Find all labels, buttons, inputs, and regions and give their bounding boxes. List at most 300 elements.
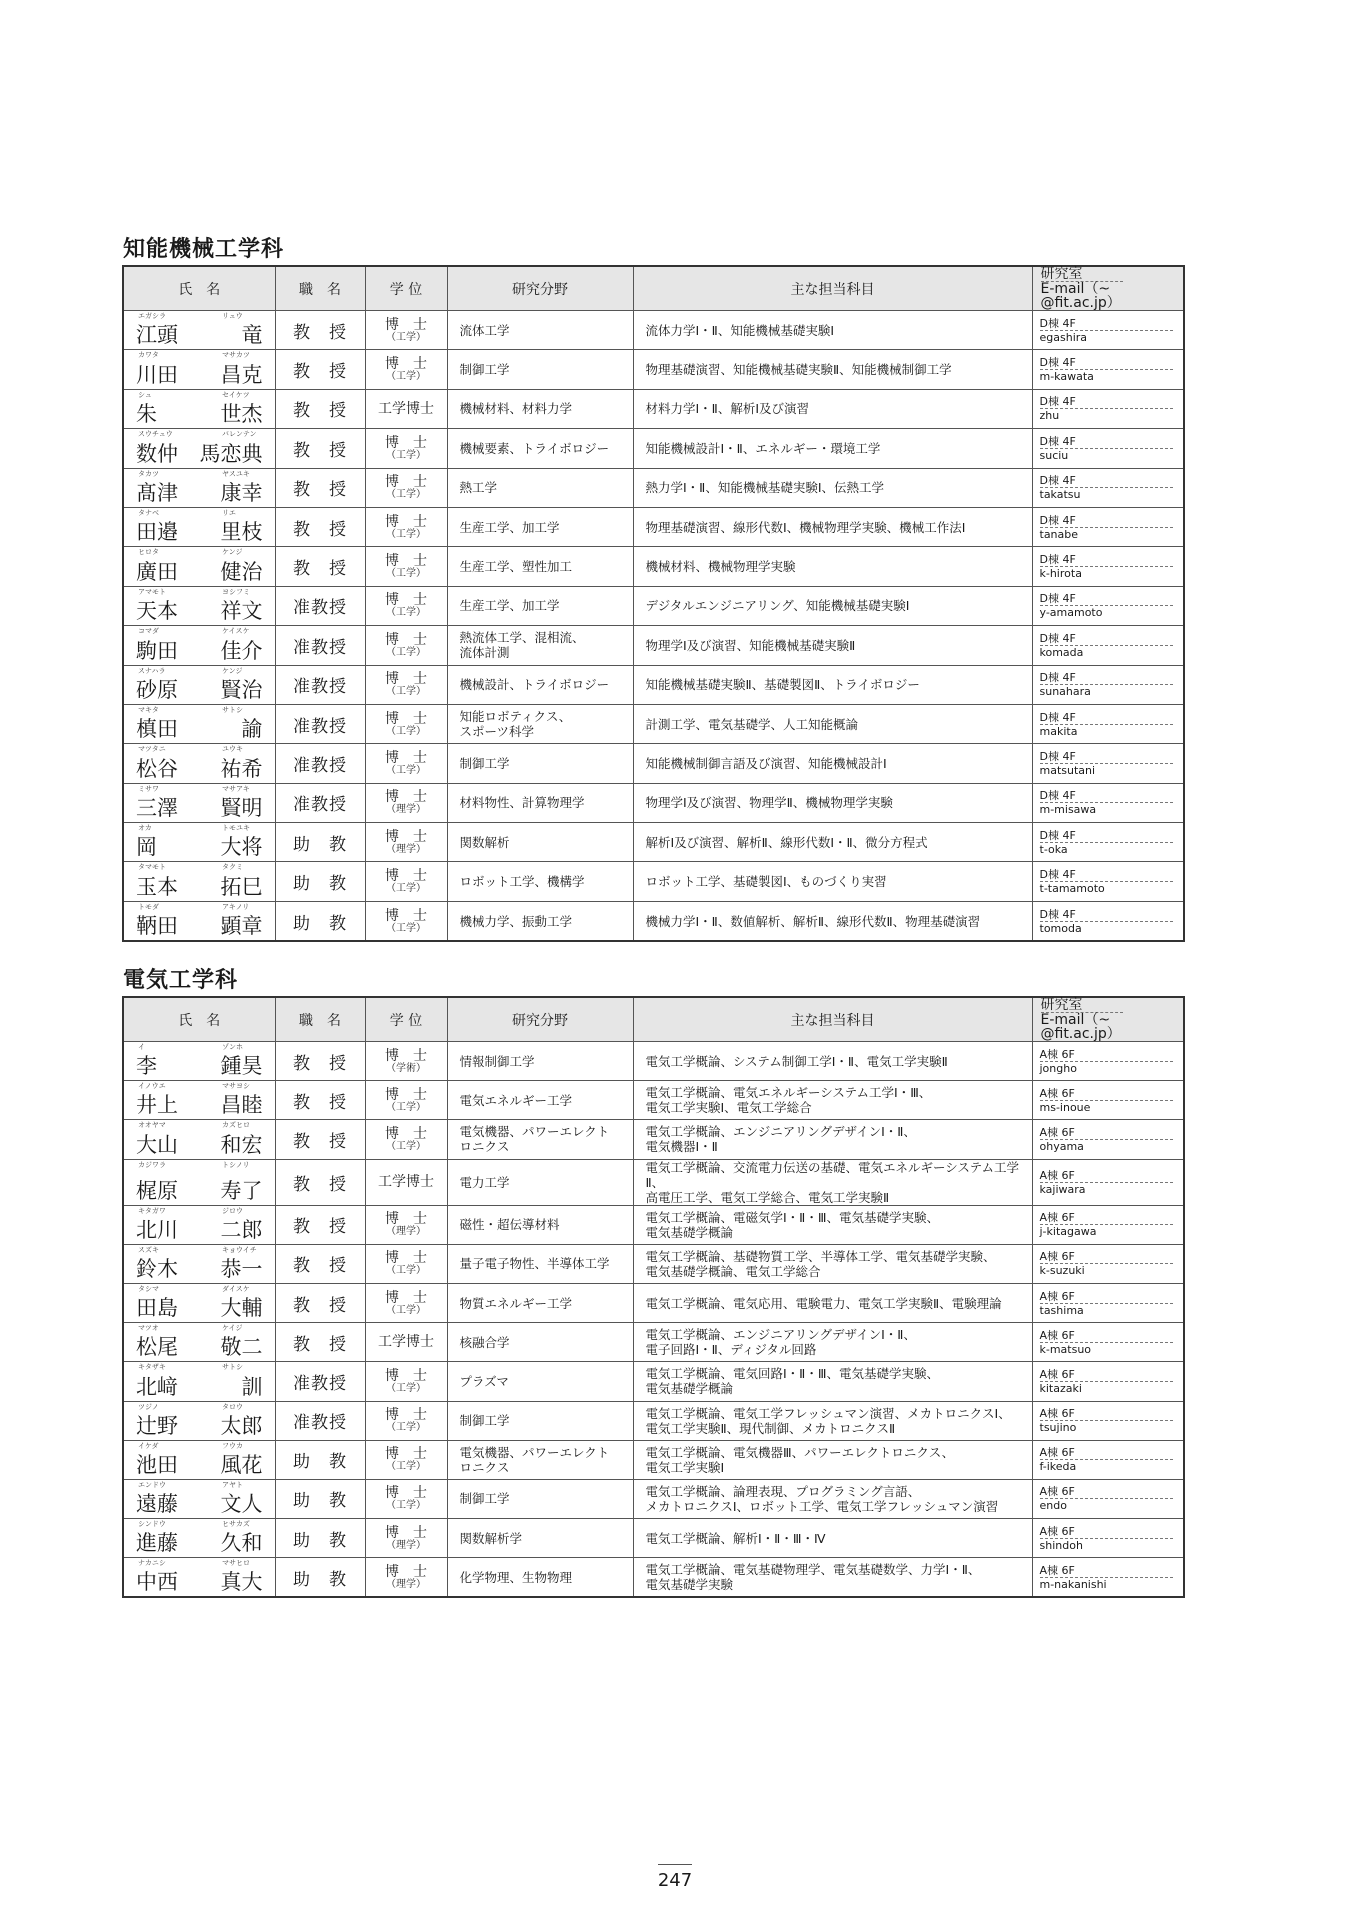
surname-furigana: マツタニ <box>138 745 166 754</box>
job-title: 助 教 <box>275 862 365 901</box>
given-name: 大輔 <box>220 1296 263 1321</box>
surname: 槙田 <box>136 717 178 742</box>
degree: 博 士 <box>385 1289 427 1306</box>
main-subjects: 機械力学Ⅰ・Ⅱ、数値解析、解析Ⅱ、線形代数Ⅱ、物理基礎演習 <box>633 901 1032 941</box>
job-title: 助 教 <box>275 901 365 941</box>
research-field: プラズマ <box>447 1362 633 1401</box>
degree-cell <box>365 468 447 507</box>
degree-field: （工学） <box>386 371 426 383</box>
given-name-furigana: タロウ <box>222 1402 243 1411</box>
lab-room: D棟 4F <box>1040 829 1174 843</box>
degree: 博 士 <box>385 316 427 333</box>
job-title: 准教授 <box>275 1401 365 1440</box>
email-id: f-ikeda <box>1039 1460 1077 1474</box>
email-id: m-kawata <box>1039 370 1094 384</box>
lab-room: D棟 4F <box>1040 908 1174 922</box>
degree-cell <box>365 626 447 665</box>
faculty-table-mechanical <box>122 265 1185 942</box>
degree-cell <box>365 1042 447 1081</box>
name-cell <box>123 862 275 901</box>
given-name-furigana: マサアキ <box>222 784 250 793</box>
lab-room: A棟 6F <box>1040 1290 1174 1304</box>
lab-room: A棟 6F <box>1040 1485 1174 1499</box>
lab-room: A棟 6F <box>1040 1407 1174 1421</box>
surname-furigana: シンドウ <box>138 1520 166 1529</box>
degree: 博 士 <box>385 474 427 491</box>
degree-field: （工学） <box>386 1461 426 1473</box>
research-field: 電力工学 <box>447 1159 633 1205</box>
main-subjects: 知能機械基礎実験Ⅱ、基礎製図Ⅱ、トライボロジー <box>633 665 1032 704</box>
main-subjects: 電気工学概論、基礎物質工学、半導体工学、電気基礎学実験、 電気基礎学概論、電気工学総合 <box>633 1244 1032 1283</box>
surname: 井上 <box>136 1093 178 1118</box>
degree-cell <box>365 1323 447 1362</box>
degree-cell <box>365 1120 447 1159</box>
given-name-furigana: ケイスケ <box>222 627 250 636</box>
header-room-label: 研究室 <box>1041 267 1123 282</box>
job-title: 教 授 <box>275 1120 365 1159</box>
table-row <box>123 1362 1184 1401</box>
table-row <box>123 1205 1184 1244</box>
main-subjects: 知能機械設計Ⅰ・Ⅱ、エネルギー・環境工学 <box>633 429 1032 468</box>
job-title: 教 授 <box>275 1323 365 1362</box>
degree-field: （工学） <box>386 1500 426 1512</box>
degree-field: （工学） <box>386 1265 426 1277</box>
table-row <box>123 1283 1184 1322</box>
lab-room: D棟 4F <box>1040 395 1174 409</box>
table-row <box>123 350 1184 389</box>
given-name-furigana: ジロウ <box>222 1206 243 1215</box>
surname: 川田 <box>136 362 178 387</box>
surname: 砂原 <box>136 677 178 702</box>
main-subjects: デジタルエンジニアリング、知能機械基礎実験Ⅰ <box>633 586 1032 625</box>
email-id: k-matsuo <box>1039 1342 1092 1356</box>
surname-furigana: カジワラ <box>138 1160 166 1169</box>
table-row <box>123 1120 1184 1159</box>
research-field: 機械力学、振動工学 <box>447 901 633 941</box>
research-field: 情報制御工学 <box>447 1042 633 1081</box>
lab-room: D棟 4F <box>1040 317 1174 331</box>
room-email-cell <box>1032 1323 1184 1362</box>
research-field: 熱工学 <box>447 468 633 507</box>
table-row <box>123 586 1184 625</box>
research-field: 制御工学 <box>447 350 633 389</box>
name-cell <box>123 350 275 389</box>
name-cell <box>123 823 275 862</box>
header-subjects: 主な担当科目 <box>633 997 1032 1042</box>
name-cell <box>123 1244 275 1283</box>
job-title: 准教授 <box>275 626 365 665</box>
surname-furigana: キタガワ <box>138 1206 166 1215</box>
research-field: 生産工学、塑性加工 <box>447 547 633 586</box>
surname-furigana: コマダ <box>138 627 159 636</box>
email-id: tsujino <box>1039 1421 1077 1435</box>
table-row <box>123 429 1184 468</box>
room-email-cell <box>1032 1519 1184 1558</box>
room-email-cell <box>1032 1479 1184 1518</box>
given-name: 里枝 <box>220 520 263 545</box>
given-name-furigana: ケンジ <box>222 548 243 557</box>
research-field: 制御工学 <box>447 1401 633 1440</box>
degree-cell <box>365 429 447 468</box>
faculty-table-electrical <box>122 996 1185 1598</box>
research-field: 機械設計、トライボロジー <box>447 665 633 704</box>
given-name: 賢明 <box>220 796 263 821</box>
degree-field: （工学） <box>386 1140 426 1152</box>
surname: 江頭 <box>136 323 178 348</box>
degree-cell <box>365 1283 447 1322</box>
given-name: 昌克 <box>220 362 263 387</box>
degree-field: （工学） <box>386 1382 426 1394</box>
header-degree: 学 位 <box>365 266 447 311</box>
room-email-cell <box>1032 586 1184 625</box>
table-row <box>123 862 1184 901</box>
surname: 三澤 <box>136 796 178 821</box>
degree-field: （工学） <box>386 489 426 501</box>
name-cell <box>123 1440 275 1479</box>
room-email-cell <box>1032 547 1184 586</box>
degree: 博 士 <box>385 710 427 727</box>
surname-furigana: タマモト <box>138 863 166 872</box>
surname-furigana: ヒロタ <box>138 548 159 557</box>
lab-room: D棟 4F <box>1040 592 1174 606</box>
page-number-rule <box>658 1864 692 1865</box>
degree: 博 士 <box>385 592 427 609</box>
email-id: ms-inoue <box>1039 1100 1091 1114</box>
room-email-cell <box>1032 350 1184 389</box>
surname-furigana: ミサワ <box>138 784 159 793</box>
main-subjects: 解析Ⅰ及び演習、解析Ⅱ、線形代数Ⅰ・Ⅱ、微分方程式 <box>633 823 1032 862</box>
research-field: 関数解析 <box>447 823 633 862</box>
job-title: 教 授 <box>275 1283 365 1322</box>
degree-field: （学術） <box>386 1062 426 1074</box>
name-cell <box>123 744 275 783</box>
surname-furigana: マツオ <box>138 1324 159 1333</box>
surname: 田島 <box>136 1296 178 1321</box>
surname: 進藤 <box>136 1531 178 1556</box>
degree-field: （理学） <box>386 843 426 855</box>
degree-cell <box>365 1159 447 1205</box>
degree-cell <box>365 1440 447 1479</box>
lab-room: A棟 6F <box>1040 1564 1174 1578</box>
research-field: 電気エネルギー工学 <box>447 1081 633 1120</box>
given-name: 大将 <box>220 835 263 860</box>
surname-furigana: イ <box>138 1043 145 1051</box>
name-cell <box>123 1120 275 1159</box>
surname: 梶原 <box>136 1178 178 1203</box>
job-title: 教 授 <box>275 1159 365 1205</box>
lab-room: D棟 4F <box>1040 671 1174 685</box>
name-cell <box>123 586 275 625</box>
main-subjects: 材料力学Ⅰ・Ⅱ、解析Ⅰ及び演習 <box>633 389 1032 428</box>
degree-field: （工学） <box>386 528 426 540</box>
given-name: 竜 <box>241 323 263 348</box>
main-subjects: 熱力学Ⅰ・Ⅱ、知能機械基礎実験Ⅰ、伝熱工学 <box>633 468 1032 507</box>
given-name: 風花 <box>220 1452 263 1477</box>
room-email-cell <box>1032 862 1184 901</box>
name-cell <box>123 901 275 941</box>
given-name-furigana: リュウ <box>222 312 243 320</box>
table-row <box>123 1558 1184 1598</box>
degree: 博 士 <box>385 1563 427 1580</box>
degree-cell <box>365 350 447 389</box>
email-id: m-nakanishi <box>1039 1577 1107 1591</box>
research-field: 化学物理、生物物理 <box>447 1558 633 1598</box>
job-title: 准教授 <box>275 783 365 822</box>
lab-room: A棟 6F <box>1040 1048 1174 1062</box>
job-title: 助 教 <box>275 1558 365 1598</box>
research-field: 量子電子物性、半導体工学 <box>447 1244 633 1283</box>
given-name: 健治 <box>220 559 263 584</box>
name-cell <box>123 704 275 743</box>
name-cell <box>123 1081 275 1120</box>
job-title: 助 教 <box>275 1440 365 1479</box>
job-title: 准教授 <box>275 586 365 625</box>
degree: 博 士 <box>385 1524 427 1541</box>
email-id: k-suzuki <box>1039 1264 1085 1278</box>
surname-furigana: オオヤマ <box>138 1121 166 1130</box>
given-name: 真大 <box>220 1570 263 1595</box>
degree-cell <box>365 547 447 586</box>
degree-field: （理学） <box>386 1226 426 1238</box>
degree-field: （工学） <box>386 883 426 895</box>
room-email-cell <box>1032 901 1184 941</box>
email-id: endo <box>1039 1499 1067 1513</box>
surname-furigana: シュ <box>138 390 152 399</box>
surname: 髙津 <box>136 480 178 505</box>
degree-field: （理学） <box>386 804 426 816</box>
given-name-furigana: マサヒロ <box>222 1559 250 1568</box>
lab-room: D棟 4F <box>1040 632 1174 646</box>
surname: 数仲 <box>136 441 178 466</box>
degree-field: （理学） <box>386 1539 426 1551</box>
degree-field: （工学） <box>386 686 426 698</box>
surname-furigana: ナカニシ <box>138 1559 166 1568</box>
given-name: 太郎 <box>220 1413 263 1438</box>
surname-furigana: イノウエ <box>138 1082 166 1091</box>
research-field: 知能ロボティクス、 スポーツ科学 <box>447 704 633 743</box>
table-row <box>123 1042 1184 1081</box>
job-title: 教 授 <box>275 1081 365 1120</box>
degree: 博 士 <box>385 1485 427 1502</box>
given-name: 文人 <box>220 1492 263 1517</box>
name-cell <box>123 1362 275 1401</box>
given-name: 訓 <box>241 1374 263 1399</box>
job-title: 教 授 <box>275 468 365 507</box>
given-name: 寿了 <box>220 1178 263 1203</box>
surname-furigana: タカツ <box>138 469 159 478</box>
given-name-furigana: バレンテン <box>222 430 257 439</box>
table-row <box>123 1479 1184 1518</box>
given-name: 康幸 <box>220 480 263 505</box>
main-subjects: 電気工学概論、電気工学フレッシュマン演習、メカトロニクスⅠ、 電気工学実験Ⅱ、現代制御、メカトロニクスⅡ <box>633 1401 1032 1440</box>
degree-cell <box>365 507 447 546</box>
given-name-furigana: トシノリ <box>222 1160 250 1169</box>
research-field: 電気機器、パワーエレクト ロニクス <box>447 1440 633 1479</box>
surname: 松谷 <box>136 756 178 781</box>
lab-room: D棟 4F <box>1040 514 1174 528</box>
main-subjects: 電気工学概論、論理表現、プログラミング言語、 メカトロニクスⅠ、ロボット工学、電気工学フレッシュマン演習 <box>633 1479 1032 1518</box>
room-email-cell <box>1032 1120 1184 1159</box>
surname: 辻野 <box>136 1413 178 1438</box>
lab-room: A棟 6F <box>1040 1211 1174 1225</box>
room-email-cell <box>1032 783 1184 822</box>
room-email-cell <box>1032 507 1184 546</box>
name-cell <box>123 1205 275 1244</box>
surname: 駒田 <box>136 638 178 663</box>
degree-cell <box>365 1519 447 1558</box>
email-id: takatsu <box>1039 488 1081 502</box>
table-row <box>123 1323 1184 1362</box>
given-name: 拓巳 <box>220 874 263 899</box>
lab-room: A棟 6F <box>1040 1250 1174 1264</box>
degree-field: （工学） <box>386 922 426 934</box>
degree: 博 士 <box>385 553 427 570</box>
research-field: 関数解析学 <box>447 1519 633 1558</box>
degree: 博 士 <box>385 1250 427 1267</box>
table-row <box>123 311 1184 350</box>
degree: 博 士 <box>385 1211 427 1228</box>
degree-cell <box>365 704 447 743</box>
degree: 博 士 <box>385 1367 427 1384</box>
name-cell <box>123 311 275 350</box>
degree-field: （工学） <box>386 725 426 737</box>
research-field: 電気機器、パワーエレクト ロニクス <box>447 1120 633 1159</box>
degree-field: （工学） <box>386 764 426 776</box>
lab-room: D棟 4F <box>1040 868 1174 882</box>
email-id: egashira <box>1039 330 1088 344</box>
degree-field: （工学） <box>386 568 426 580</box>
room-email-cell <box>1032 1081 1184 1120</box>
degree: 博 士 <box>385 1047 427 1064</box>
job-title: 教 授 <box>275 311 365 350</box>
given-name: 賢治 <box>220 677 263 702</box>
degree-cell <box>365 389 447 428</box>
lab-room: A棟 6F <box>1040 1169 1174 1183</box>
surname: 廣田 <box>136 559 178 584</box>
given-name: 昌睦 <box>220 1093 263 1118</box>
degree-field: （理学） <box>386 1578 426 1590</box>
room-email-cell <box>1032 704 1184 743</box>
main-subjects: 物理学Ⅰ及び演習、知能機械基礎実験Ⅱ <box>633 626 1032 665</box>
main-subjects: 物理基礎演習、知能機械基礎実験Ⅱ、知能機械制御工学 <box>633 350 1032 389</box>
job-title: 助 教 <box>275 1479 365 1518</box>
table-row <box>123 783 1184 822</box>
table-row <box>123 547 1184 586</box>
job-title: 教 授 <box>275 1042 365 1081</box>
degree-field: （工学） <box>386 1304 426 1316</box>
given-name-furigana: アヤト <box>222 1480 243 1489</box>
room-email-cell <box>1032 1558 1184 1598</box>
research-field: 生産工学、加工学 <box>447 507 633 546</box>
room-email-cell <box>1032 1401 1184 1440</box>
degree: 博 士 <box>385 828 427 845</box>
main-subjects: 電気工学概論、電気応用、電験電力、電気工学実験Ⅱ、電験理論 <box>633 1283 1032 1322</box>
faculty-rows-electrical <box>123 1042 1184 1598</box>
research-field: 流体工学 <box>447 311 633 350</box>
faculty-rows-mechanical <box>123 311 1184 942</box>
table-row <box>123 1401 1184 1440</box>
degree-field: （工学） <box>386 607 426 619</box>
surname: 岡 <box>136 835 157 860</box>
given-name: 顕章 <box>220 914 263 939</box>
lab-room: D棟 4F <box>1040 553 1174 567</box>
job-title: 准教授 <box>275 665 365 704</box>
degree-field: （工学） <box>386 1422 426 1434</box>
table-row <box>123 744 1184 783</box>
table-row <box>123 507 1184 546</box>
degree: 博 士 <box>385 513 427 530</box>
name-cell <box>123 507 275 546</box>
table-row <box>123 1519 1184 1558</box>
given-name: 祐希 <box>220 756 263 781</box>
research-field: 物質エネルギー工学 <box>447 1283 633 1322</box>
room-email-cell <box>1032 744 1184 783</box>
surname: 北川 <box>136 1217 178 1242</box>
main-subjects: 電気工学概論、エンジニアリングデザインⅠ・Ⅱ、 電子回路Ⅰ・Ⅱ、ディジタル回路 <box>633 1323 1032 1362</box>
main-subjects: ロボット工学、基礎製図Ⅰ、ものづくり実習 <box>633 862 1032 901</box>
name-cell <box>123 429 275 468</box>
header-title: 職 名 <box>275 997 365 1042</box>
lab-room: A棟 6F <box>1040 1126 1174 1140</box>
surname-furigana: スウチュウ <box>138 430 173 439</box>
job-title: 准教授 <box>275 1362 365 1401</box>
degree-cell <box>365 665 447 704</box>
name-cell <box>123 1042 275 1081</box>
email-id: tomoda <box>1039 921 1082 935</box>
main-subjects: 電気工学概論、電気基礎物理学、電気基礎数学、力学Ⅰ・Ⅱ、 電気基礎学実験 <box>633 1558 1032 1598</box>
surname: 天本 <box>136 599 178 624</box>
table-row <box>123 1159 1184 1205</box>
header-email-label: E-mail（~ @fit.ac.jp） <box>1040 281 1121 311</box>
room-email-cell <box>1032 1205 1184 1244</box>
section-title-mechanical: 知能機械工学科 <box>123 237 285 262</box>
given-name-furigana: ユウキ <box>222 745 243 754</box>
degree-field: （工学） <box>386 646 426 658</box>
lab-room: D棟 4F <box>1040 711 1174 725</box>
email-id: t-tamamoto <box>1039 882 1105 896</box>
surname: 遠藤 <box>136 1492 178 1517</box>
surname: 李 <box>136 1054 157 1079</box>
email-id: tashima <box>1039 1303 1084 1317</box>
degree-cell <box>365 1081 447 1120</box>
name-cell <box>123 665 275 704</box>
name-cell <box>123 1283 275 1322</box>
lab-room: A棟 6F <box>1040 1329 1174 1343</box>
table-row <box>123 468 1184 507</box>
lab-room: A棟 6F <box>1040 1087 1174 1101</box>
surname: 北﨑 <box>136 1374 178 1399</box>
room-email-cell <box>1032 429 1184 468</box>
email-id: t-oka <box>1039 842 1068 856</box>
research-field: 材料物性、計算物理学 <box>447 783 633 822</box>
email-id: komada <box>1039 645 1084 659</box>
job-title: 助 教 <box>275 1519 365 1558</box>
given-name-furigana: マサカツ <box>222 351 250 360</box>
research-field: 生産工学、加工学 <box>447 586 633 625</box>
degree: 博 士 <box>385 356 427 373</box>
degree: 博 士 <box>385 789 427 806</box>
degree-cell <box>365 1205 447 1244</box>
degree-cell <box>365 783 447 822</box>
research-field: 機械要素、トライボロジー <box>447 429 633 468</box>
header-degree: 学 位 <box>365 997 447 1042</box>
email-id: jongho <box>1039 1061 1077 1075</box>
surname-furigana: エガシラ <box>138 312 166 320</box>
main-subjects: 物理学Ⅰ及び演習、物理学Ⅱ、機械物理学実験 <box>633 783 1032 822</box>
job-title: 教 授 <box>275 1244 365 1283</box>
given-name-furigana: サトシ <box>222 705 243 714</box>
degree: 博 士 <box>385 671 427 688</box>
